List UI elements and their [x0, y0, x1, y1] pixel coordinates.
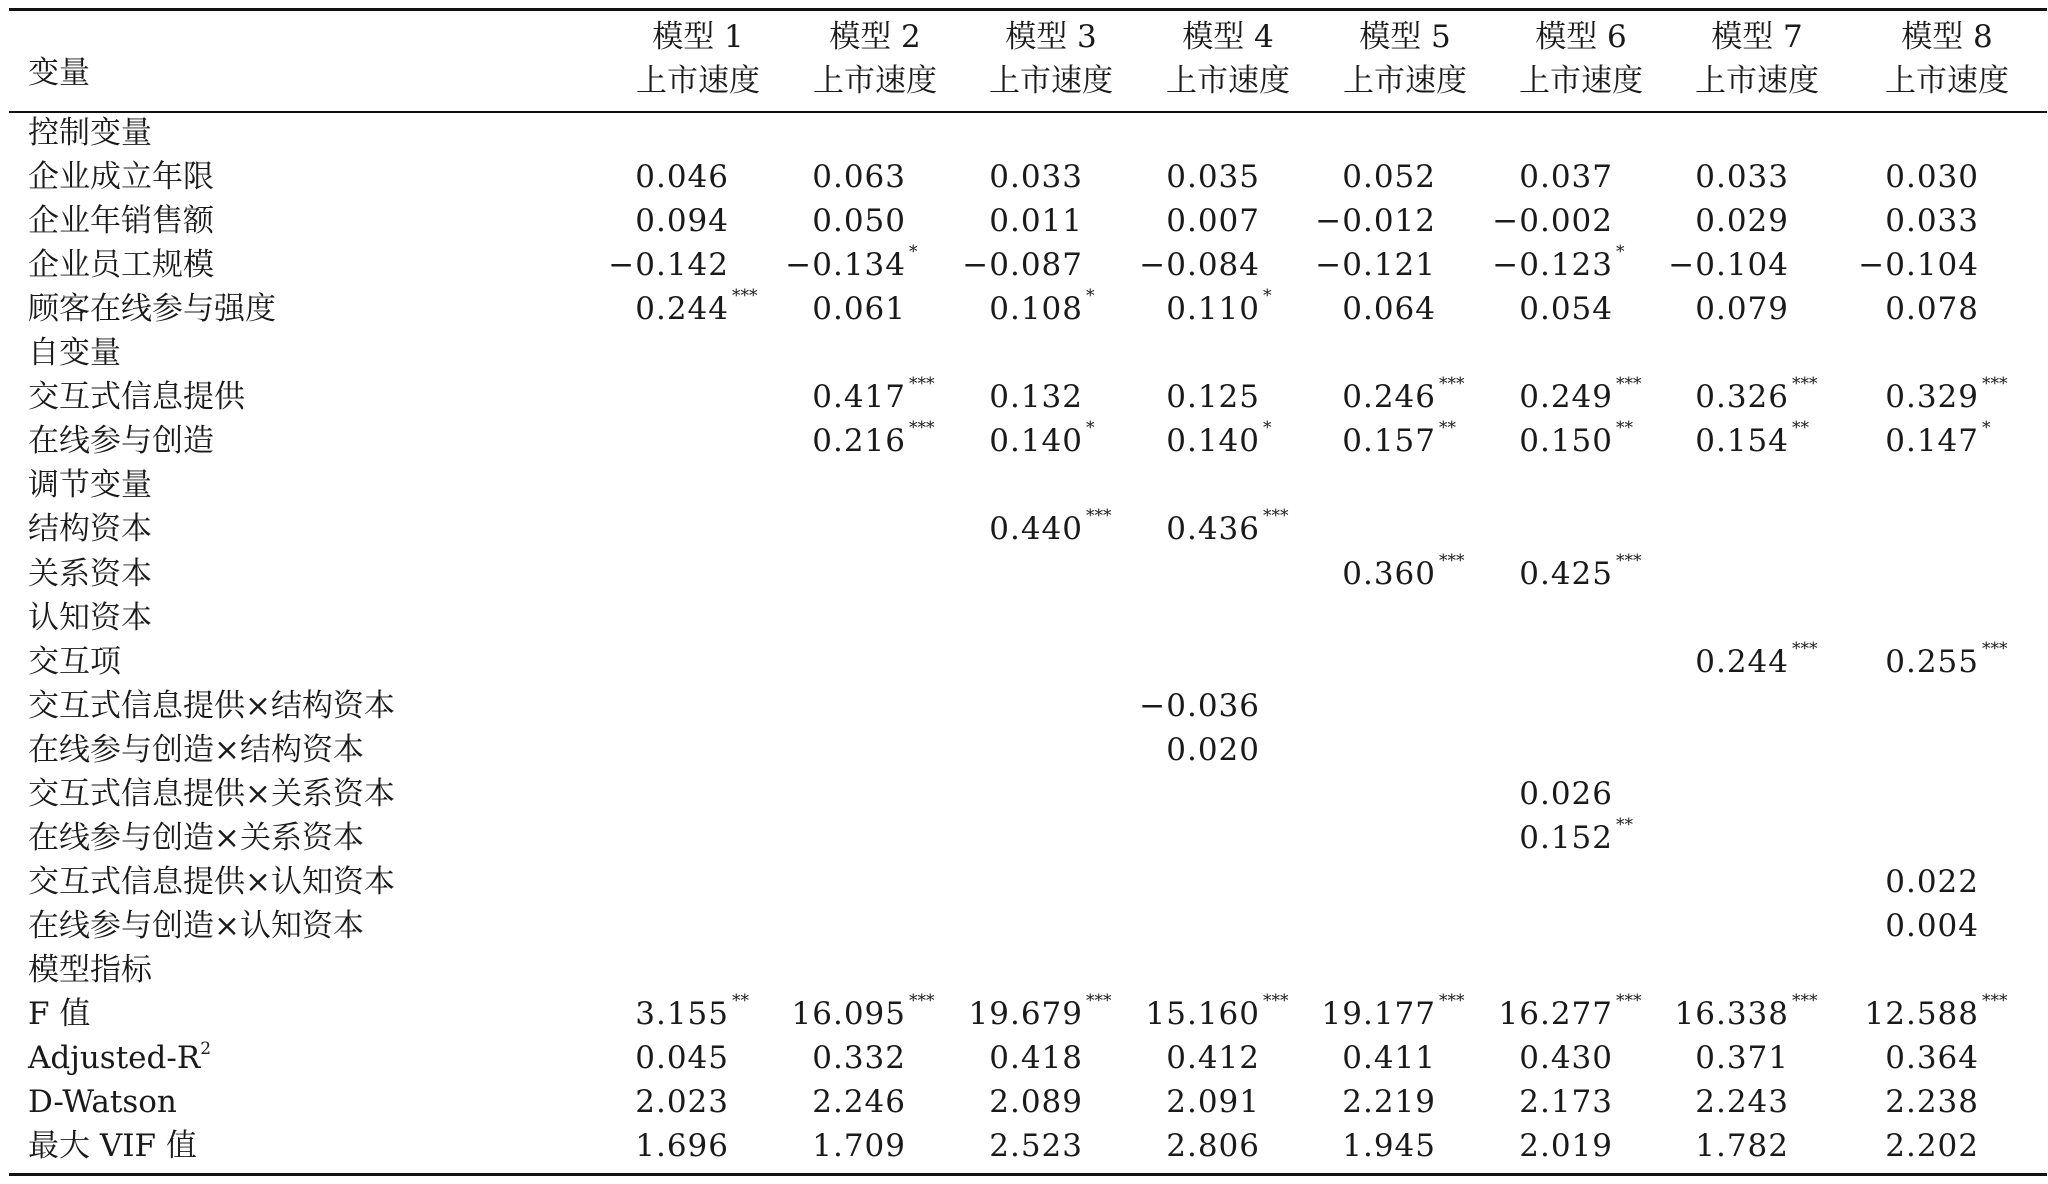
dependent-variable: 上市速度: [1695, 63, 1819, 99]
coefficient-value: 3.155: [635, 996, 729, 1032]
row-label-text: 交互式信息提供×结构资本: [28, 687, 395, 724]
row-label-text: 认知资本: [28, 599, 152, 636]
significance-marker: ***: [909, 418, 935, 439]
coefficient-value: −0.084: [1139, 247, 1260, 284]
coefficient-value: 0.108: [989, 291, 1083, 328]
row-label-text: 顾客在线参与强度: [28, 291, 276, 328]
row-label-text: 控制变量: [28, 115, 152, 151]
significance-marker: *: [1086, 418, 1095, 439]
coefficient-value: −0.104: [1668, 247, 1789, 284]
coefficient-value: 0.004: [1885, 907, 1979, 944]
significance-marker: *: [1982, 418, 1991, 439]
coefficient-value: 0.364: [1885, 1040, 1979, 1077]
header-model-3: [989, 15, 1113, 103]
table-row: [9, 287, 2047, 331]
coefficient-value: −0.087: [962, 247, 1083, 284]
coefficient-value: −0.134: [785, 247, 906, 284]
significance-marker: ***: [1982, 991, 2008, 1011]
row-label-text: 在线参与创造×认知资本: [28, 907, 364, 944]
table-row: [9, 640, 2047, 684]
header-model-1: [636, 15, 760, 103]
coefficient-value: 0.436: [1166, 511, 1260, 548]
model-name: 模型 3: [1005, 19, 1097, 55]
dependent-variable: 上市速度: [1519, 63, 1643, 99]
coefficient-value: 0.246: [1342, 379, 1436, 416]
significance-marker: *: [909, 242, 918, 263]
significance-marker: **: [1792, 418, 1809, 439]
coefficient-value: 0.045: [635, 1040, 729, 1077]
coefficient-value: 0.140: [989, 423, 1083, 460]
coefficient-value: 2.219: [1342, 1084, 1436, 1121]
coefficient-value: 1.696: [635, 1128, 729, 1165]
coefficient-value: 2.091: [1166, 1084, 1260, 1121]
coefficient-value: 16.338: [1674, 996, 1789, 1032]
coefficient-value: 2.173: [1519, 1084, 1613, 1121]
coefficient-value: −0.121: [1315, 247, 1436, 284]
coefficient-value: 0.037: [1519, 159, 1613, 196]
row-label: [28, 1080, 177, 1124]
dependent-variable: 上市速度: [1343, 63, 1467, 99]
coefficient-value: 0.360: [1342, 555, 1436, 592]
coefficient-value: 2.243: [1695, 1084, 1789, 1121]
coefficient-value: 1.709: [812, 1128, 906, 1165]
row-label-text: 在线参与创造×关系资本: [28, 819, 364, 856]
row-label: [28, 904, 364, 948]
table-row: [9, 552, 2047, 596]
coefficient-value: 0.052: [1342, 159, 1436, 196]
coefficient-value: 0.411: [1342, 1040, 1436, 1077]
model-name: 模型 5: [1359, 19, 1451, 55]
coefficient-value: 0.152: [1519, 819, 1613, 856]
row-label-text: 企业年销售额: [28, 203, 214, 240]
coefficient-value: 0.022: [1885, 863, 1979, 900]
coefficient-value: 0.244: [635, 291, 729, 328]
significance-marker: ***: [1439, 991, 1465, 1011]
table-row: [9, 331, 2047, 375]
row-label-text: 模型指标: [28, 951, 152, 988]
coefficient-value: 16.095: [791, 996, 906, 1032]
table-row: [9, 243, 2047, 287]
dependent-variable: 上市速度: [636, 63, 760, 99]
table-bottom-rule: [9, 1173, 2047, 1176]
row-label: [28, 728, 364, 772]
row-label: [28, 992, 90, 1036]
table-row: [9, 860, 2047, 904]
significance-marker: ***: [1616, 374, 1642, 395]
table-row: [9, 111, 2047, 155]
header-model-6: [1519, 15, 1643, 103]
significance-marker: *: [1086, 286, 1095, 307]
table-row: [9, 1080, 2047, 1124]
model-name: 模型 7: [1711, 19, 1803, 55]
coefficient-value: −0.036: [1139, 687, 1260, 724]
row-label: [28, 155, 214, 199]
coefficient-value: −0.142: [608, 247, 729, 284]
regression-results-table: [9, 0, 2047, 1184]
coefficient-value: 0.125: [1166, 379, 1260, 416]
significance-marker: ***: [1792, 991, 1818, 1011]
coefficient-value: 0.412: [1166, 1040, 1260, 1077]
coefficient-value: 0.020: [1166, 731, 1260, 768]
row-label-superscript: 2: [200, 1039, 212, 1060]
coefficient-value: 0.035: [1166, 159, 1260, 196]
significance-marker: ***: [1982, 374, 2008, 395]
row-label: [28, 948, 152, 992]
row-label-text: 在线参与创造×结构资本: [28, 731, 364, 768]
table-top-rule: [9, 8, 2047, 11]
table-row: [9, 992, 2047, 1036]
coefficient-value: 12.588: [1864, 996, 1979, 1032]
row-label-text: 交互式信息提供: [28, 379, 245, 416]
header-variable: 变量: [28, 55, 90, 91]
coefficient-value: 0.046: [635, 159, 729, 196]
coefficient-value: 0.418: [989, 1040, 1083, 1077]
row-label: [28, 243, 214, 287]
coefficient-value: 0.140: [1166, 423, 1260, 460]
model-name: 模型 6: [1535, 19, 1627, 55]
row-label-text: 调节变量: [28, 467, 152, 504]
coefficient-value: 2.523: [989, 1128, 1083, 1165]
coefficient-value: 2.089: [989, 1084, 1083, 1121]
significance-marker: *: [1263, 286, 1272, 307]
header-model-4: [1166, 15, 1290, 103]
coefficient-value: 0.063: [812, 159, 906, 196]
row-label: [28, 463, 152, 507]
coefficient-value: 2.806: [1166, 1128, 1260, 1165]
header-model-7: [1695, 15, 1819, 103]
coefficient-value: 0.033: [1885, 203, 1979, 240]
coefficient-value: 0.440: [989, 511, 1083, 548]
coefficient-value: 0.064: [1342, 291, 1436, 328]
coefficient-value: 0.050: [812, 203, 906, 240]
table-row: [9, 596, 2047, 640]
table-row: [9, 904, 2047, 948]
coefficient-value: 0.255: [1885, 643, 1979, 680]
coefficient-value: 0.033: [989, 159, 1083, 196]
coefficient-value: 0.061: [812, 291, 906, 328]
row-label: [28, 419, 214, 463]
coefficient-value: −0.012: [1315, 203, 1436, 240]
coefficient-value: 2.246: [812, 1084, 906, 1121]
significance-marker: ***: [1792, 638, 1818, 659]
table-row: [9, 155, 2047, 199]
row-label: [28, 816, 364, 860]
coefficient-value: 0.244: [1695, 643, 1789, 680]
row-label-text: 交互式信息提供×关系资本: [28, 775, 395, 812]
dependent-variable: 上市速度: [989, 63, 1113, 99]
coefficient-value: 1.945: [1342, 1128, 1436, 1165]
row-label: [28, 552, 152, 596]
significance-marker: ***: [909, 374, 935, 395]
table-row: [9, 728, 2047, 772]
coefficient-value: 0.033: [1695, 159, 1789, 196]
coefficient-value: 0.425: [1519, 555, 1613, 592]
coefficient-value: 0.007: [1166, 203, 1260, 240]
row-label: [28, 331, 121, 375]
coefficient-value: 0.332: [812, 1040, 906, 1077]
significance-marker: ***: [1616, 550, 1642, 571]
header-model-5: [1343, 15, 1467, 103]
significance-marker: ***: [1439, 374, 1465, 395]
coefficient-value: 0.154: [1695, 423, 1789, 460]
coefficient-value: 0.079: [1695, 291, 1789, 328]
row-label-text: Adjusted-R: [28, 1040, 201, 1077]
table-row: [9, 772, 2047, 816]
significance-marker: *: [1616, 242, 1625, 263]
model-name: 模型 4: [1182, 19, 1274, 55]
dependent-variable: 上市速度: [1885, 63, 2009, 99]
row-label: [28, 199, 214, 243]
coefficient-value: 16.277: [1498, 996, 1613, 1032]
table-row: [9, 463, 2047, 507]
coefficient-value: 1.782: [1695, 1128, 1789, 1165]
significance-marker: ***: [1263, 991, 1289, 1011]
coefficient-value: 0.011: [989, 203, 1083, 240]
significance-marker: **: [1439, 418, 1456, 439]
model-name: 模型 2: [829, 19, 921, 55]
significance-marker: ***: [1086, 506, 1112, 527]
table-row: [9, 684, 2047, 728]
coefficient-value: 0.132: [989, 379, 1083, 416]
coefficient-value: −0.002: [1492, 203, 1613, 240]
coefficient-value: 2.238: [1885, 1084, 1979, 1121]
significance-marker: ***: [732, 286, 758, 307]
row-label-text: 自变量: [28, 335, 121, 372]
coefficient-value: −0.104: [1858, 247, 1979, 284]
row-label-text: 交互项: [28, 643, 121, 680]
coefficient-value: 15.160: [1145, 996, 1260, 1032]
dependent-variable: 上市速度: [813, 63, 937, 99]
significance-marker: ***: [1792, 374, 1818, 395]
row-label: [28, 111, 152, 155]
coefficient-value: 0.150: [1519, 423, 1613, 460]
coefficient-value: 0.026: [1519, 775, 1613, 812]
header-model-8: [1885, 15, 2009, 103]
coefficient-value: 0.157: [1342, 423, 1436, 460]
table-row: [9, 199, 2047, 243]
table-row: [9, 507, 2047, 551]
significance-marker: ***: [1263, 506, 1289, 527]
coefficient-value: 0.371: [1695, 1040, 1789, 1077]
dependent-variable: 上市速度: [1166, 63, 1290, 99]
significance-marker: **: [1616, 814, 1633, 835]
table-row: [9, 1036, 2047, 1080]
coefficient-value: 19.177: [1321, 996, 1436, 1032]
coefficient-value: 0.030: [1885, 159, 1979, 196]
row-label-text: 最大 VIF 值: [28, 1128, 197, 1165]
row-label-text: 在线参与创造: [28, 423, 214, 460]
coefficient-value: −0.123: [1492, 247, 1613, 284]
row-label: [28, 640, 121, 684]
table-row: [9, 419, 2047, 463]
table-row: [9, 816, 2047, 860]
coefficient-value: 0.078: [1885, 291, 1979, 328]
significance-marker: **: [1616, 418, 1633, 439]
coefficient-value: 2.019: [1519, 1128, 1613, 1165]
coefficient-value: 0.110: [1166, 291, 1260, 328]
row-label: [28, 507, 152, 551]
table-row: [9, 1124, 2047, 1168]
coefficient-value: 0.147: [1885, 423, 1979, 460]
coefficient-value: 0.329: [1885, 379, 1979, 416]
significance-marker: **: [732, 991, 749, 1011]
row-label: [28, 772, 395, 816]
table-row: [9, 948, 2047, 992]
coefficient-value: 0.430: [1519, 1040, 1613, 1077]
coefficient-value: 2.023: [635, 1084, 729, 1121]
row-label-text: F 值: [28, 996, 91, 1032]
row-label: [28, 375, 245, 419]
significance-marker: ***: [1616, 991, 1642, 1011]
coefficient-value: 0.029: [1695, 203, 1789, 240]
significance-marker: ***: [909, 991, 935, 1011]
coefficient-value: 0.216: [812, 423, 906, 460]
coefficient-value: 0.417: [812, 379, 906, 416]
row-label: [28, 1124, 197, 1168]
header-model-2: [813, 15, 937, 103]
coefficient-value: 19.679: [968, 996, 1083, 1032]
row-label-text: 交互式信息提供×认知资本: [28, 863, 395, 900]
row-label: [28, 596, 152, 640]
row-label-text: 企业员工规模: [28, 247, 214, 284]
row-label-text: 结构资本: [28, 511, 152, 548]
row-label: [28, 287, 276, 331]
row-label: [28, 684, 395, 728]
model-name: 模型 1: [652, 19, 744, 55]
coefficient-value: 0.249: [1519, 379, 1613, 416]
significance-marker: ***: [1982, 638, 2008, 659]
significance-marker: ***: [1086, 991, 1112, 1011]
row-label: [28, 1036, 211, 1080]
row-label: [28, 860, 395, 904]
coefficient-value: 0.326: [1695, 379, 1789, 416]
significance-marker: *: [1263, 418, 1272, 439]
row-label-text: D-Watson: [28, 1084, 177, 1121]
model-name: 模型 8: [1901, 19, 1993, 55]
significance-marker: ***: [1439, 550, 1465, 571]
coefficient-value: 0.094: [635, 203, 729, 240]
coefficient-value: 2.202: [1885, 1128, 1979, 1165]
row-label-text: 企业成立年限: [28, 159, 214, 196]
row-label-text: 关系资本: [28, 555, 152, 592]
table-row: [9, 375, 2047, 419]
coefficient-value: 0.054: [1519, 291, 1613, 328]
